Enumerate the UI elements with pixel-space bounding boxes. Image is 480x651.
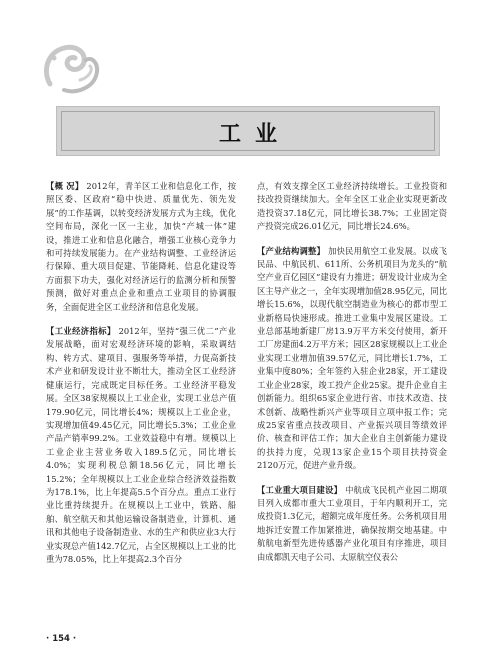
swirl-ornament-icon (40, 40, 106, 96)
page-number: · 154 · (46, 634, 77, 644)
page-title: 工业 (218, 122, 291, 147)
section-banner (56, 106, 440, 156)
paragraph-major-projects (257, 484, 447, 564)
paragraph-industrial-indicators (46, 325, 236, 566)
section-tag: 【产业结构调整】 (257, 245, 326, 256)
paragraph-structure-adjustment (257, 245, 447, 473)
left-text-column (46, 180, 236, 577)
paragraph-continuation (257, 180, 447, 234)
section-tag: 【工业重大项目建设】 (257, 484, 343, 495)
paragraph-text: 点，有效支撑全区工业经济持续增长。工业投资和技改投资继续加大。全年全区工业企业实现更新改造投资37.18亿元，同比增长38.7%；工业固定资产投资完成26.01亿元，同比增长24.6%。 (257, 181, 447, 232)
paragraph-text: 2012年，青羊区工业和信息化工作，按照区委、区政府“稳中快进、质量优先、领先发展”的工作基调，以转变经济发展方式为主线，优化空间布局，深化一区一主业，加快“产城一体”建设，推进工业和信息化融合，增强工业核心竞争力和可持续发展能力。在产业结构调整、工业经济运行保障、重大项目促建、节能降耗、信息化建设等方面狠下功夫，强化对经济运行的监测分析和预警预测，做好对重点企业和重点工业项目的协调服务，全面促进全区工业经济和信息化发展。 (46, 181, 236, 312)
right-text-column (257, 180, 447, 575)
section-tag: 【工业经济指标】 (46, 326, 116, 337)
section-tag: 【概 况】 (46, 181, 84, 191)
paragraph-overview (46, 180, 236, 314)
paragraph-text: 中航成飞民机产业园二期项目列入成都市重大工业项目，于年内顺利开工，完成投资1.3亿元，超额完成年度任务。公务机项目用地拆迁安置工作加紧推进，确保按期交地基建。中航航电新型先进传感器产业化项目有序推进，项目由成都凯天电子公司、太原航空仪表公 (257, 484, 447, 562)
paragraph-text: 2012年，坚持“强三优二”产业发展战略，面对宏观经济环境的影响，采取调结构、转方式、建项目、强服务等举措，力促高新技术产业和研发设计业不断壮大，推动全区工业经济健康运行，完成既定目标任务。工业经济平稳发展。全区38家规模以上工业企业，实现工业总产值179.90亿元，同比增长4%；规模以上工业企业，实现增加值49.45亿元，同比增长5.3%；工业企业产品产销率99.2%。工业效益稳中有增。规模以上工业企业主营业务收入189.5亿元，同比增长4.0%；实现利税总额18.56亿元，同比增长15.2%；全年规模以上工业企业综合经济效益指数为178.1%，比上年提高5.5个百分点。重点工业行业比重持续提升。在规模以上工业中，铁路、船舶、航空航天和其他运输设备制造业，计算机、通讯和其他电子设备制造业、水的生产和供应业3大行业实现总产值142.7亿元，占全区规模以上工业的比重为78.05%，比上年提高2.3个百分 (46, 326, 236, 564)
paragraph-text: 加快民用航空工业发展。以成飞民品、中航民机、611所、公务机项目为龙头的“航空产业百亿园区”建设有力推进；研发设计业成为全区主导产业之一，全年实现增加值28.95亿元，同比增长15.6%，以现代航空制造业为核心的都市型工业新格局快速形成。推进工业集中发展区建设。工业总部基地新建厂房13.9万平方米交付使用，新开工厂房建面4.2万平方米；园区28家规模以上工业企业实现工业增加值39.57亿元，同比增长1.7%，工业集中度80%；全年签约入驻企业28家，开工建设工业企业28家，竣工投产企业25家。提升企业自主创新能力。组织65家企业进行省、市技术改造、技术创新、战略性新兴产业等项目立项申报工作；完成25家省重点技改项目、产业振兴项目等绩效评价、核查和评估工作；加大企业自主创新能力建设的扶持力度，兑现13家企业15个项目扶持资金2120万元，促进产业升级。 (257, 245, 447, 471)
